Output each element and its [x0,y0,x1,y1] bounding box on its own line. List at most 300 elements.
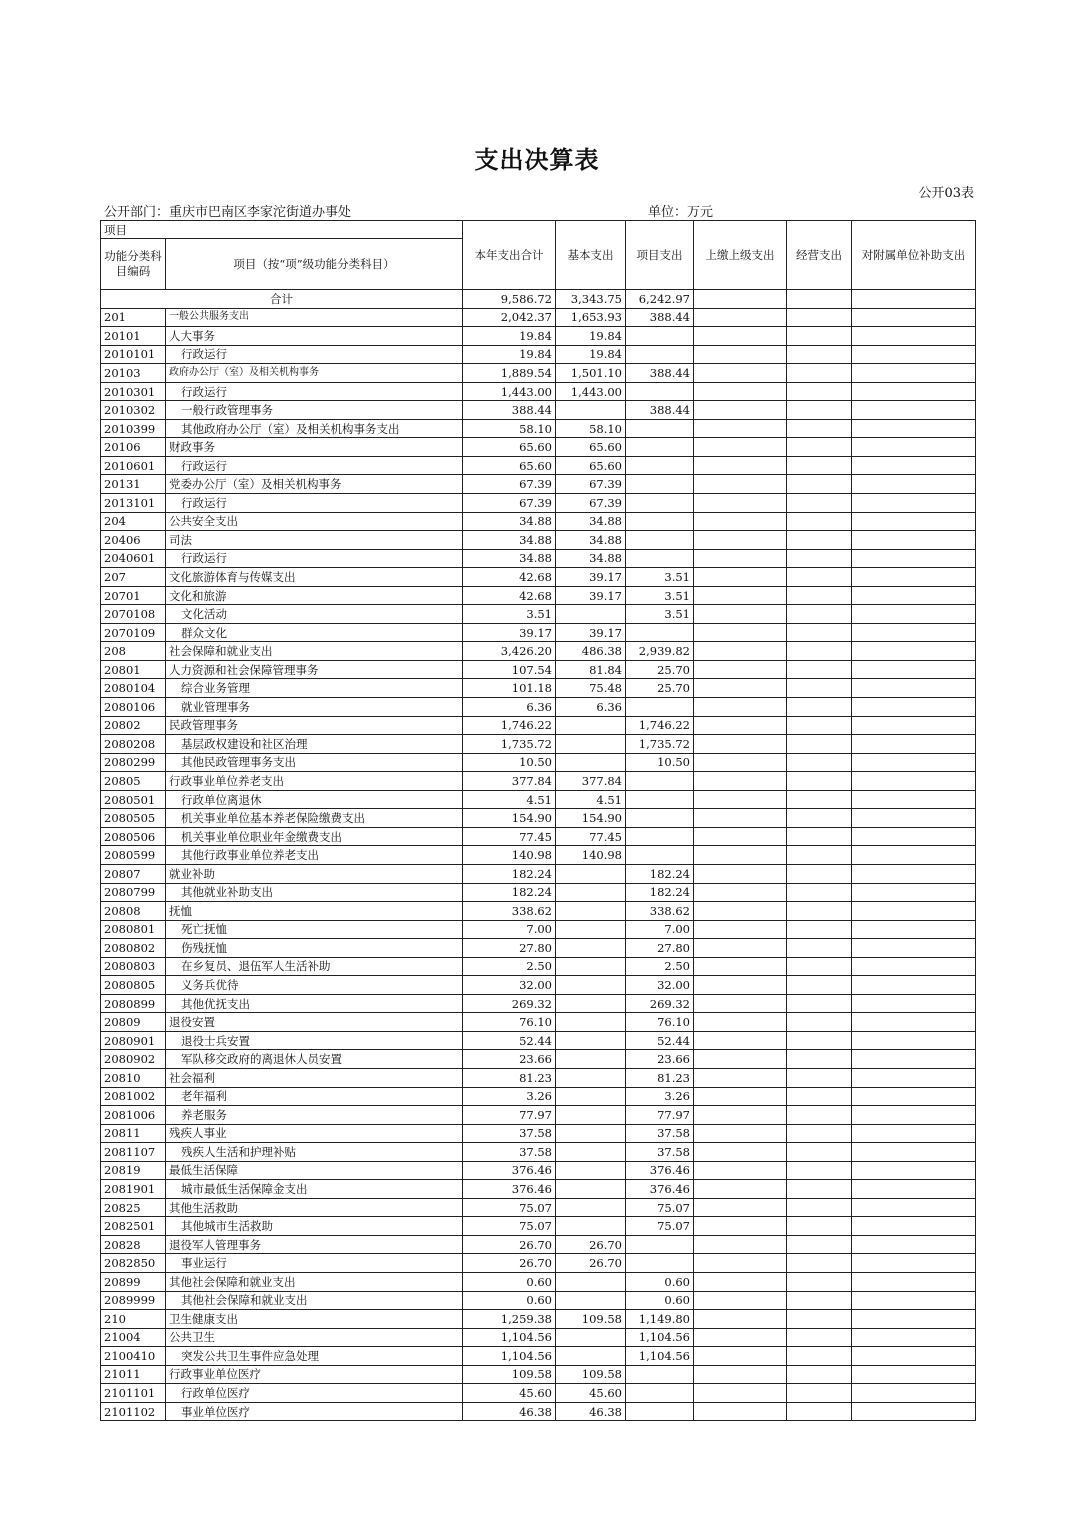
row-name: 其他社会保障和就业支出 [166,1272,463,1291]
row-total: 34.88 [463,512,556,531]
row-subsidy [852,1328,976,1347]
row-subsidy [852,364,976,383]
row-subsidy [852,1031,976,1050]
row-total: 27.80 [463,939,556,958]
row-business [787,1328,852,1347]
row-basic: 39.17 [556,568,626,587]
table-row [101,642,976,661]
header-name: 项目（按“项”级功能分类科目） [166,239,463,290]
row-name: 事业单位医疗 [166,1402,463,1421]
table-row [101,1124,976,1143]
row-project: 0.60 [626,1291,694,1310]
row-subsidy [852,902,976,921]
row-upper [694,327,787,346]
row-project [626,438,694,457]
table-row [101,382,976,401]
row-business [787,883,852,902]
row-total: 0.60 [463,1272,556,1291]
row-name: 文化和旅游 [166,586,463,605]
row-upper [694,957,787,976]
table-row [101,790,976,809]
row-name: 公共安全支出 [166,512,463,531]
row-upper [694,939,787,958]
row-subsidy [852,920,976,939]
row-business [787,1402,852,1421]
row-total: 376.46 [463,1161,556,1180]
department-label: 公开部门：重庆市巴南区李家沱街道办事处 [104,205,352,220]
row-project [626,1384,694,1403]
row-upper [694,883,787,902]
row-business [787,586,852,605]
row-name: 行政运行 [166,456,463,475]
table-row [101,1328,976,1347]
row-basic: 46.38 [556,1402,626,1421]
row-upper [694,1031,787,1050]
table-row [101,1365,976,1384]
row-subsidy [852,809,976,828]
row-code: 20809 [101,1013,166,1032]
row-subsidy [852,753,976,772]
row-upper [694,512,787,531]
row-basic [556,1272,626,1291]
row-total: 388.44 [463,401,556,420]
row-subsidy [852,1124,976,1143]
row-upper [694,1050,787,1069]
row-code: 2080106 [101,698,166,717]
row-upper [694,1124,787,1143]
row-total: 81.23 [463,1068,556,1087]
row-project [626,827,694,846]
row-code: 2010101 [101,345,166,364]
row-basic [556,902,626,921]
row-basic: 77.45 [556,827,626,846]
row-code: 2080899 [101,994,166,1013]
row-upper [694,568,787,587]
row-total: 1,889.54 [463,364,556,383]
total-business [787,290,852,309]
row-subsidy [852,1384,976,1403]
row-code: 20825 [101,1198,166,1217]
row-code: 2080901 [101,1031,166,1050]
row-upper [694,772,787,791]
row-business [787,531,852,550]
row-total: 7.00 [463,920,556,939]
row-subsidy [852,1143,976,1162]
table-row [101,1087,976,1106]
row-business [787,401,852,420]
row-code: 20801 [101,660,166,679]
row-basic [556,735,626,754]
row-total: 67.39 [463,475,556,494]
row-upper [694,994,787,1013]
row-code: 2081107 [101,1143,166,1162]
total-basic: 3,343.75 [556,290,626,309]
row-name: 其他行政事业单位养老支出 [166,846,463,865]
row-name: 义务兵优待 [166,976,463,995]
row-business [787,939,852,958]
row-upper [694,846,787,865]
row-code: 20101 [101,327,166,346]
row-code: 2101102 [101,1402,166,1421]
table-row [101,1254,976,1273]
table-row [101,920,976,939]
row-subsidy [852,642,976,661]
row-project: 52.44 [626,1031,694,1050]
row-total: 107.54 [463,660,556,679]
row-name: 死亡抚恤 [166,920,463,939]
header-business: 经营支出 [787,221,852,290]
table-row [101,456,976,475]
row-code: 2080902 [101,1050,166,1069]
row-business [787,345,852,364]
row-upper [694,1217,787,1236]
row-basic [556,1291,626,1310]
row-business [787,1143,852,1162]
row-business [787,1347,852,1366]
row-business [787,568,852,587]
row-upper [694,1198,787,1217]
row-project: 182.24 [626,883,694,902]
row-basic [556,1050,626,1069]
row-name: 城市最低生活保障金支出 [166,1180,463,1199]
row-code: 2080208 [101,735,166,754]
row-total: 1,443.00 [463,382,556,401]
row-project: 1,735.72 [626,735,694,754]
row-business [787,920,852,939]
row-basic [556,976,626,995]
row-code: 2081901 [101,1180,166,1199]
row-total: 1,259.38 [463,1310,556,1329]
row-upper [694,1310,787,1329]
row-business [787,1124,852,1143]
row-name: 行政事业单位医疗 [166,1365,463,1384]
row-project: 23.66 [626,1050,694,1069]
row-name: 行政运行 [166,382,463,401]
form-code: 公开03表 [918,186,974,201]
row-basic [556,1106,626,1125]
row-project: 338.62 [626,902,694,921]
row-code: 20819 [101,1161,166,1180]
row-total: 3.26 [463,1087,556,1106]
row-subsidy [852,883,976,902]
row-code: 20807 [101,864,166,883]
row-name: 残疾人事业 [166,1124,463,1143]
row-business [787,957,852,976]
row-name: 突发公共卫生事件应急处理 [166,1347,463,1366]
table-row [101,902,976,921]
row-upper [694,1106,787,1125]
row-code: 2070109 [101,623,166,642]
row-total: 42.68 [463,568,556,587]
total-project: 6,242.97 [626,290,694,309]
row-code: 20802 [101,716,166,735]
row-project: 1,746.22 [626,716,694,735]
table-row [101,1013,976,1032]
row-upper [694,864,787,883]
row-subsidy [852,401,976,420]
row-code: 20131 [101,475,166,494]
table-row [101,1143,976,1162]
row-code: 20811 [101,1124,166,1143]
row-upper [694,382,787,401]
row-business [787,1087,852,1106]
row-upper [694,605,787,624]
row-upper [694,1087,787,1106]
row-code: 2010601 [101,456,166,475]
table-row [101,401,976,420]
header-upper: 上缴上级支出 [694,221,787,290]
row-basic: 67.39 [556,475,626,494]
row-name: 其他优抚支出 [166,994,463,1013]
row-name: 其他就业补助支出 [166,883,463,902]
row-name: 文化旅游体育与传媒支出 [166,568,463,587]
row-basic: 34.88 [556,531,626,550]
row-subsidy [852,846,976,865]
table-row [101,1198,976,1217]
row-name: 行政运行 [166,549,463,568]
row-code: 20701 [101,586,166,605]
row-code: 2081006 [101,1106,166,1125]
row-subsidy [852,1310,976,1329]
row-basic [556,1180,626,1199]
row-basic [556,883,626,902]
row-code: 20406 [101,531,166,550]
row-upper [694,1365,787,1384]
row-total: 52.44 [463,1031,556,1050]
row-upper [694,716,787,735]
row-total: 42.68 [463,586,556,605]
row-project: 37.58 [626,1124,694,1143]
table-row [101,679,976,698]
row-business [787,660,852,679]
row-basic [556,1087,626,1106]
row-upper [694,920,787,939]
row-code: 2080506 [101,827,166,846]
row-basic: 75.48 [556,679,626,698]
row-total: 77.45 [463,827,556,846]
row-business [787,827,852,846]
row-subsidy [852,475,976,494]
row-name: 事业运行 [166,1254,463,1273]
row-name: 养老服务 [166,1106,463,1125]
row-name: 司法 [166,531,463,550]
row-code: 20103 [101,364,166,383]
row-business [787,790,852,809]
header-project-expense: 项目支出 [626,221,694,290]
row-basic: 26.70 [556,1254,626,1273]
row-business [787,1031,852,1050]
row-basic [556,1031,626,1050]
row-total: 39.17 [463,623,556,642]
total-subsidy [852,290,976,309]
row-name: 群众文化 [166,623,463,642]
row-name: 伤残抚恤 [166,939,463,958]
row-upper [694,679,787,698]
row-basic: 109.58 [556,1365,626,1384]
row-code: 2080501 [101,790,166,809]
expenditure-table [100,220,976,1421]
total-amount: 9,586.72 [463,290,556,309]
row-business [787,1013,852,1032]
row-total: 1,104.56 [463,1328,556,1347]
row-project: 2.50 [626,957,694,976]
row-subsidy [852,1365,976,1384]
row-basic [556,920,626,939]
row-name: 机关事业单位职业年金缴费支出 [166,827,463,846]
row-name: 在乡复员、退伍军人生活补助 [166,957,463,976]
row-name: 退役安置 [166,1013,463,1032]
row-business [787,382,852,401]
row-project: 2,939.82 [626,642,694,661]
row-basic: 6.36 [556,698,626,717]
row-project: 7.00 [626,920,694,939]
row-subsidy [852,382,976,401]
row-upper [694,642,787,661]
table-row [101,419,976,438]
row-subsidy [852,1050,976,1069]
row-upper [694,1272,787,1291]
row-code: 2010302 [101,401,166,420]
row-total: 376.46 [463,1180,556,1199]
row-total: 1,104.56 [463,1347,556,1366]
row-business [787,994,852,1013]
row-project [626,475,694,494]
row-code: 20828 [101,1235,166,1254]
row-basic [556,1161,626,1180]
row-basic [556,401,626,420]
row-basic [556,605,626,624]
row-code: 2080104 [101,679,166,698]
row-upper [694,1068,787,1087]
row-project [626,1235,694,1254]
row-basic: 140.98 [556,846,626,865]
row-total: 37.58 [463,1124,556,1143]
row-business [787,698,852,717]
row-subsidy [852,1198,976,1217]
table-row [101,1031,976,1050]
row-project [626,1365,694,1384]
row-business [787,475,852,494]
row-business [787,735,852,754]
row-basic: 26.70 [556,1235,626,1254]
row-code: 2101101 [101,1384,166,1403]
row-upper [694,1180,787,1199]
row-project: 3.51 [626,605,694,624]
row-upper [694,586,787,605]
row-project: 3.51 [626,586,694,605]
table-row [101,994,976,1013]
row-project [626,790,694,809]
row-subsidy [852,1347,976,1366]
table-row [101,1291,976,1310]
row-subsidy [852,1254,976,1273]
row-business [787,419,852,438]
row-subsidy [852,456,976,475]
table-row [101,494,976,513]
row-code: 2080801 [101,920,166,939]
row-basic: 1,501.10 [556,364,626,383]
row-project: 0.60 [626,1272,694,1291]
row-project: 388.44 [626,401,694,420]
row-basic [556,1068,626,1087]
table-row [101,623,976,642]
row-name: 其他社会保障和就业支出 [166,1291,463,1310]
row-code: 2080802 [101,939,166,958]
row-name: 其他民政管理事务支出 [166,753,463,772]
row-business [787,327,852,346]
row-upper [694,1254,787,1273]
table-row [101,345,976,364]
header-total: 本年支出合计 [463,221,556,290]
row-subsidy [852,419,976,438]
header-basic: 基本支出 [556,221,626,290]
row-name: 行政运行 [166,345,463,364]
row-name: 一般公共服务支出 [166,308,463,327]
row-code: 2089999 [101,1291,166,1310]
row-total: 140.98 [463,846,556,865]
row-upper [694,790,787,809]
table-row [101,1106,976,1125]
row-subsidy [852,716,976,735]
row-name: 综合业务管理 [166,679,463,698]
row-total: 109.58 [463,1365,556,1384]
row-code: 201 [101,308,166,327]
row-code: 2082850 [101,1254,166,1273]
table-row [101,364,976,383]
row-upper [694,475,787,494]
row-total: 37.58 [463,1143,556,1162]
total-label: 合计 [101,290,463,309]
row-subsidy [852,1291,976,1310]
row-business [787,1180,852,1199]
row-basic: 67.39 [556,494,626,513]
row-upper [694,1402,787,1421]
row-code: 2080799 [101,883,166,902]
row-business [787,1310,852,1329]
row-basic: 4.51 [556,790,626,809]
row-upper [694,549,787,568]
row-upper [694,1235,787,1254]
row-basic [556,716,626,735]
row-subsidy [852,308,976,327]
row-name: 行政单位离退休 [166,790,463,809]
row-code: 207 [101,568,166,587]
row-code: 2080505 [101,809,166,828]
row-subsidy [852,1235,976,1254]
table-row [101,772,976,791]
row-total: 34.88 [463,549,556,568]
row-project: 37.58 [626,1143,694,1162]
row-total: 46.38 [463,1402,556,1421]
row-code: 2080599 [101,846,166,865]
row-code: 2080805 [101,976,166,995]
row-basic [556,957,626,976]
row-name: 人力资源和社会保障管理事务 [166,660,463,679]
row-basic: 486.38 [556,642,626,661]
row-total: 34.88 [463,531,556,550]
row-name: 行政运行 [166,494,463,513]
row-name: 残疾人生活和护理补贴 [166,1143,463,1162]
row-business [787,605,852,624]
row-project: 75.07 [626,1198,694,1217]
row-name: 就业管理事务 [166,698,463,717]
row-subsidy [852,790,976,809]
row-project [626,345,694,364]
row-subsidy [852,1013,976,1032]
row-name: 财政事务 [166,438,463,457]
table-row [101,512,976,531]
row-subsidy [852,1087,976,1106]
